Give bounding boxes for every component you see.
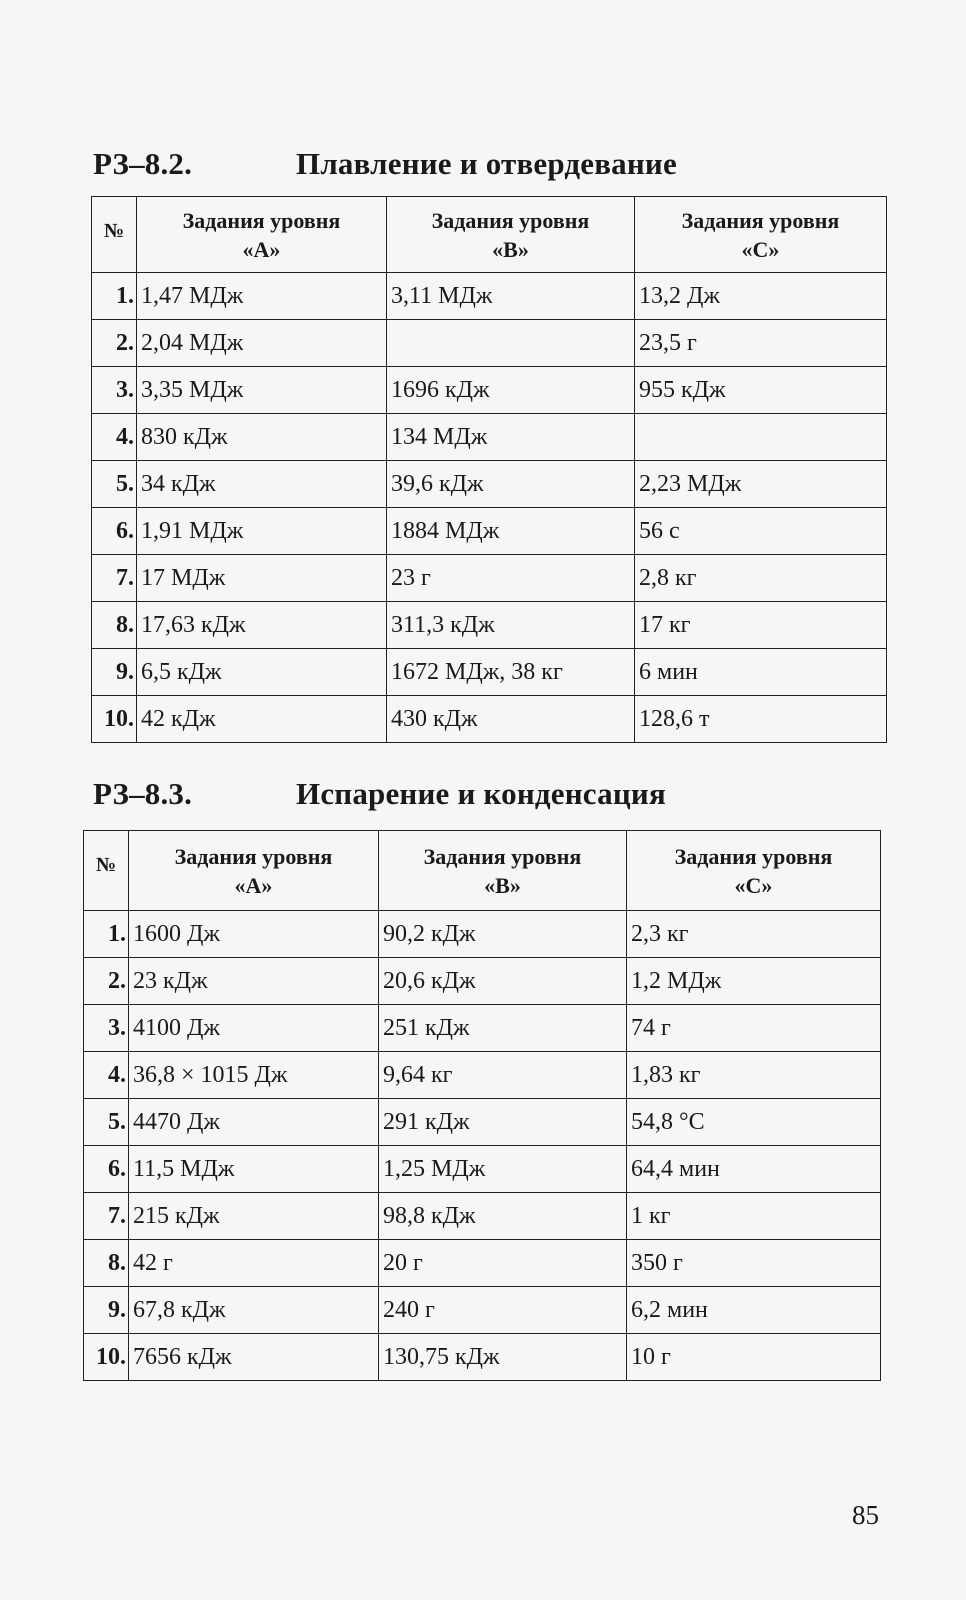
column-header-level-a: Задания уровня «А»: [129, 831, 379, 911]
answer-level-b: [387, 320, 635, 367]
row-number: 8.: [84, 1240, 129, 1287]
column-header-level-c: Задания уровня «С»: [627, 831, 881, 911]
answer-level-a: 1,47 МДж: [137, 273, 387, 320]
answer-level-b: 1884 МДж: [387, 508, 635, 555]
table-row: [84, 1334, 881, 1381]
answer-level-c: 955 кДж: [635, 367, 887, 414]
column-header-level-a: Задания уровня «А»: [137, 197, 387, 273]
row-number: 4.: [84, 1052, 129, 1099]
row-number: 3.: [92, 367, 137, 414]
table-row: [92, 414, 887, 461]
answer-level-c: 23,5 г: [635, 320, 887, 367]
answer-level-c: 350 г: [627, 1240, 881, 1287]
answer-level-c: 17 кг: [635, 602, 887, 649]
table-row: [84, 1099, 881, 1146]
table-row: [92, 320, 887, 367]
answer-level-a: 4470 Дж: [129, 1099, 379, 1146]
column-header-number: №: [84, 831, 129, 911]
row-number: 5.: [84, 1099, 129, 1146]
answer-level-c: 74 г: [627, 1005, 881, 1052]
answer-level-a: 23 кДж: [129, 958, 379, 1005]
answer-level-c: [635, 414, 887, 461]
row-number: 1.: [92, 273, 137, 320]
row-number: 5.: [92, 461, 137, 508]
answer-level-a: 2,04 МДж: [137, 320, 387, 367]
table-row: [84, 1240, 881, 1287]
table-row: [84, 1005, 881, 1052]
table-row: [84, 958, 881, 1005]
answer-level-b: 98,8 кДж: [379, 1193, 627, 1240]
row-number: 10.: [84, 1334, 129, 1381]
answer-level-a: 3,35 МДж: [137, 367, 387, 414]
answer-level-b: 23 г: [387, 555, 635, 602]
answer-level-a: 17 МДж: [137, 555, 387, 602]
answer-level-c: 13,2 Дж: [635, 273, 887, 320]
column-header-level-c: Задания уровня «С»: [635, 197, 887, 273]
answer-level-c: 6,2 мин: [627, 1287, 881, 1334]
answer-level-b: 130,75 кДж: [379, 1334, 627, 1381]
answer-level-b: 251 кДж: [379, 1005, 627, 1052]
row-number: 8.: [92, 602, 137, 649]
answers-table: [83, 830, 881, 1381]
answer-level-b: 240 г: [379, 1287, 627, 1334]
row-number: 9.: [92, 649, 137, 696]
table-header-row: [92, 197, 887, 273]
answer-level-a: 7656 кДж: [129, 1334, 379, 1381]
table-row: [92, 367, 887, 414]
table-row: [92, 649, 887, 696]
answer-level-a: 11,5 МДж: [129, 1146, 379, 1193]
answer-level-a: 17,63 кДж: [137, 602, 387, 649]
answer-level-b: 134 МДж: [387, 414, 635, 461]
answer-level-a: 830 кДж: [137, 414, 387, 461]
answer-level-a: 1600 Дж: [129, 911, 379, 958]
answer-level-a: 67,8 кДж: [129, 1287, 379, 1334]
answer-level-c: 10 г: [627, 1334, 881, 1381]
answer-level-a: 42 г: [129, 1240, 379, 1287]
table-row: [84, 1146, 881, 1193]
section-title: Плавление и отвердевание: [296, 146, 677, 181]
answer-level-c: 128,6 т: [635, 696, 887, 743]
row-number: 3.: [84, 1005, 129, 1052]
answer-level-c: 6 мин: [635, 649, 887, 696]
row-number: 7.: [84, 1193, 129, 1240]
answers-table: [91, 196, 887, 743]
section-code: РЗ–8.3.: [93, 776, 193, 811]
table-row: [92, 696, 887, 743]
row-number: 7.: [92, 555, 137, 602]
answer-level-c: 2,3 кг: [627, 911, 881, 958]
answer-level-b: 1672 МДж, 38 кг: [387, 649, 635, 696]
answer-level-a: 34 кДж: [137, 461, 387, 508]
table-row: [92, 602, 887, 649]
table-row: [92, 555, 887, 602]
answer-level-c: 1,83 кг: [627, 1052, 881, 1099]
answer-level-b: 39,6 кДж: [387, 461, 635, 508]
answer-level-c: 2,23 МДж: [635, 461, 887, 508]
answer-level-c: 54,8 °С: [627, 1099, 881, 1146]
table-row: [92, 461, 887, 508]
row-number: 6.: [84, 1146, 129, 1193]
answer-level-b: 20 г: [379, 1240, 627, 1287]
section-title: Испарение и конденсация: [296, 776, 666, 811]
answer-level-b: 3,11 МДж: [387, 273, 635, 320]
answer-level-a: 42 кДж: [137, 696, 387, 743]
table-row: [84, 1287, 881, 1334]
answer-level-b: 291 кДж: [379, 1099, 627, 1146]
answer-level-b: 20,6 кДж: [379, 958, 627, 1005]
answer-level-a: 4100 Дж: [129, 1005, 379, 1052]
column-header-number: №: [92, 197, 137, 273]
row-number: 2.: [84, 958, 129, 1005]
answer-level-b: 311,3 кДж: [387, 602, 635, 649]
answer-level-b: 9,64 кг: [379, 1052, 627, 1099]
row-number: 10.: [92, 696, 137, 743]
table-row: [84, 1052, 881, 1099]
answer-level-a: 36,8 × 1015 Дж: [129, 1052, 379, 1099]
answer-level-a: 1,91 МДж: [137, 508, 387, 555]
answer-level-c: 64,4 мин: [627, 1146, 881, 1193]
table-row: [92, 273, 887, 320]
table-row: [84, 1193, 881, 1240]
row-number: 4.: [92, 414, 137, 461]
row-number: 9.: [84, 1287, 129, 1334]
answer-level-b: 1,25 МДж: [379, 1146, 627, 1193]
answer-level-c: 56 с: [635, 508, 887, 555]
answer-level-c: 1 кг: [627, 1193, 881, 1240]
answer-level-c: 2,8 кг: [635, 555, 887, 602]
table-header-row: [84, 831, 881, 911]
table-row: [92, 508, 887, 555]
answer-level-a: 215 кДж: [129, 1193, 379, 1240]
answer-level-c: 1,2 МДж: [627, 958, 881, 1005]
table-row: [84, 911, 881, 958]
section-code: РЗ–8.2.: [93, 146, 193, 181]
column-header-level-b: Задания уровня «В»: [387, 197, 635, 273]
answer-level-b: 1696 кДж: [387, 367, 635, 414]
page-number: 85: [852, 1500, 879, 1530]
row-number: 1.: [84, 911, 129, 958]
row-number: 6.: [92, 508, 137, 555]
column-header-level-b: Задания уровня «В»: [379, 831, 627, 911]
row-number: 2.: [92, 320, 137, 367]
answer-level-b: 90,2 кДж: [379, 911, 627, 958]
answer-level-a: 6,5 кДж: [137, 649, 387, 696]
answer-level-b: 430 кДж: [387, 696, 635, 743]
